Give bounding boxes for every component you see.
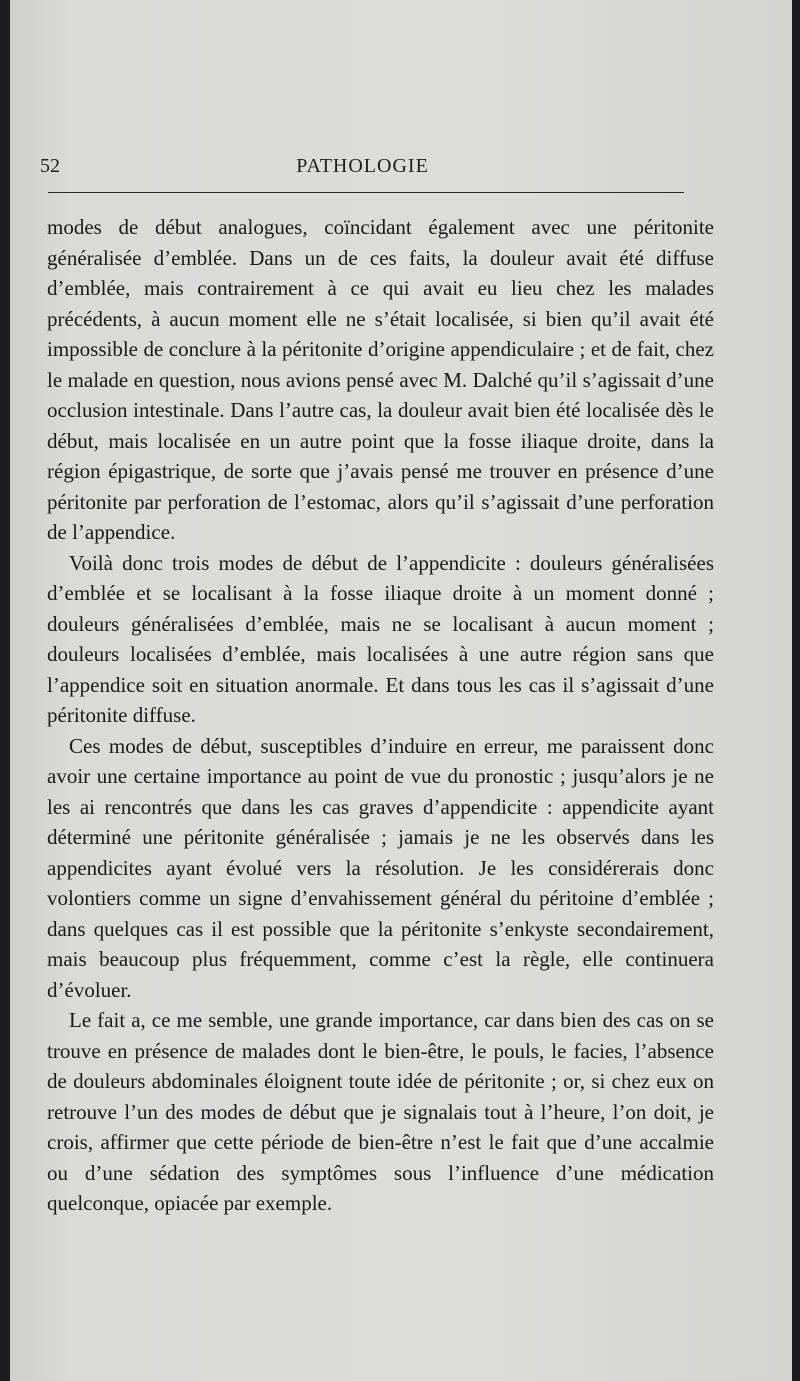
running-title: PATHOLOGIE xyxy=(296,155,429,177)
paragraph-continuation: modes de début analogues, coïncidant également avec une péritonite généralisée d’emblée. Dans un de ces faits, la douleur avait été diffuse d’emblée, mais contrairement à ce qui avait eu lieu chez les malades précédents, à aucun moment elle ne s’était localisée, si bien qu’il avait été impossible de conclure à la péritonite d’origine appendiculaire ; et de fait, chez le malade en question, nous avions pensé avec M. Dalché qu’il s’agissait d’une occlusion intestinale. Dans l’autre cas, la douleur avait bien été localisée dès le début, mais localisée en un autre point que la fosse iliaque droite, dans la région épigastrique, de sorte que j’avais pensé me trouver en présence d’une péritonite par perforation de l’estomac, alors qu’il s’agissait d’une perforation de l’appendice. xyxy=(47,215,714,544)
book-page xyxy=(10,0,792,1381)
running-head xyxy=(40,155,685,181)
paragraph-importance: Le fait a, ce me semble, une grande importance, car dans bien des cas on se trouve en présence de malades dont le bien-être, le pouls, le facies, l’absence de douleurs abdominales éloignent toute idée de péritonite ; or, si chez eux on retrouve l’un des modes de début que je signalais tout à l’heure, l’on doit, je crois, affirmer que cette période de bien-être n’est le fait que d’une accalmie ou d’une sédation des symptômes sous l’influence d’une médication quelconque, opiacée par exemple. xyxy=(47,1008,714,1215)
paragraph-pronostic: Ces modes de début, susceptibles d’induire en erreur, me paraissent donc avoir une certaine importance au point de vue du pronostic ; jusqu’alors je ne les ai rencontrés que dans les cas graves d’appendicite : appendicite ayant déterminé une péritonite généralisée ; jamais je ne les observés dans les appendicites ayant évolué vers la résolution. Je les considérerais donc volontiers comme un signe d’envahissement général du péritoine d’emblée ; dans quelques cas il est possible que la péritonite s’enkyste secondairement, mais beaucoup plus fréquemment, comme c’est la règle, elle continuera d’évoluer. xyxy=(47,733,714,1002)
paragraph-trois-modes: Voilà donc trois modes de début de l’appendicite : douleurs généralisées d’emblée et se localisant à la fosse iliaque droite à un moment donné ; douleurs généralisées d’emblée, mais ne se localisant à aucun moment ; douleurs localisées d’emblée, mais localisées à une autre région sans que l’appendice soit en situation anormale. Et dans tous les cas il s’agissait d’une péritonite diffuse. xyxy=(47,550,714,727)
header-rule xyxy=(48,192,684,193)
page-number: 52 xyxy=(40,155,60,177)
body-text xyxy=(47,212,714,1219)
